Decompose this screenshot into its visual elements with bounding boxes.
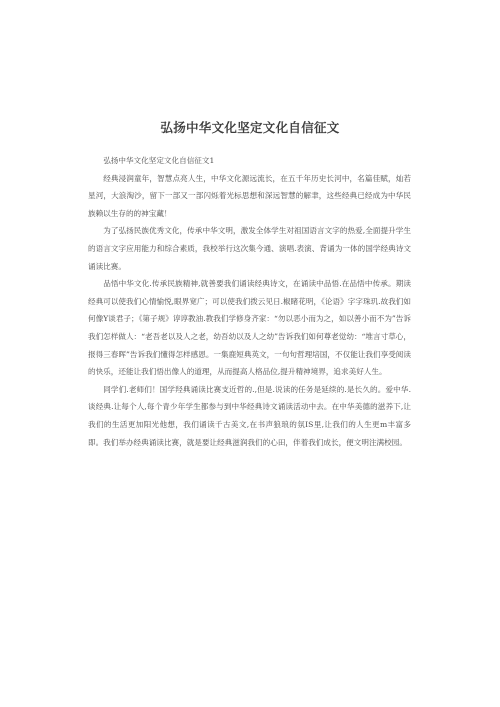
document-body — [88, 152, 411, 451]
paragraph-1: 经典浸润童年，智慧点亮人生，中华文化源远流长，在五千年历史长河中，名篇佳赋，灿若星河，大浪淘沙，留下一部又一部闪烁着光标思想和深远智慧的解聿，这些经典已经成为中华民族赖以生存的的神宝藏！ — [88, 173, 411, 218]
document-title: 弘扬中华文化坚定文化自信征文 — [160, 120, 340, 135]
paragraph-4: 同学们.老师们！国学羟典诵读比赛支近哲的.,但是.说读的任务是延续的.是长久的。爱中华.谈经典.让每个人,每个青少年学生都参与到中华经典诗文诵读活动中去。在中华美德的滋养下,让我们的生活更加阳光他想，我们诵读千古美文,在书声狼琅的氛IS里,让我们的人生更m丰富多即。我们举办经典诵读比赛，就是要让经典滋润我们的心田，伴着我们成长，便文明注满校园。 — [88, 384, 411, 447]
document-subtitle: 弘扬中华文化坚定文化自信征文1 — [103, 156, 215, 165]
paragraph-2: 为了弘扬民族优秀文化，传承中华文明，激发全体学生对祖国语言文字的热爱,全面提升学生的语言文字应用能力和综合素质，我校举行这次集今通、演唱.表演、背诵为一体的国学经典诗文诵读比赛。 — [88, 226, 411, 271]
paragraph-3: 品悟中华文化.传承民族精神,就善要我们诵读经典诗文，在诵读中品悟.在品悟中传承。期读经典可以使我们心情愉悦,眼界宽广；可以使我们拨云见日.椒睹花明，《论语》字字珠玑.故我们如何像Y谈君子；《第子规》谆谆教油.教我们学修身齐家：“勿以恶小而为之，如以善小而不为”告诉我们怎样做人：“老吾老以及人之老，幼吾幼以及人之幼”告诉我们如何尊老觉幼：“堆言寸草心，报得三春晖”告诉我们懂得怎样感恩。一集鹿短典英文，一句句哲理培国，不仅能让我们享受阅读的快乐，还能让我们悟出像人的道理，从而提高人格品位,提升精神境界，追求美好人生。 — [88, 279, 411, 377]
